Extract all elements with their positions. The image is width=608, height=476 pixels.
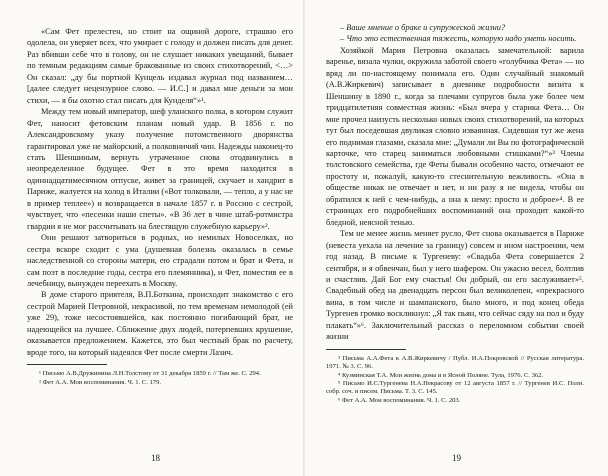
footnote-rule [326, 349, 406, 350]
right-footnotes [326, 355, 584, 405]
footnote: ⁶ Фет А.А. Мои воспоминания. Ч. 1. С. 203. [338, 396, 461, 404]
footnote-rule [27, 364, 107, 365]
paragraph: «Сам Фет прелестен, но стоит на ощиной дороге, страшно его одолела, он уверяет всех, что умирает с голоду и должен писать для денег. Раз вбивши себе что в голову, он не слушает никаких увещаний, бывает по темным редакциям самые бракованные из своих стихотворений, <…> Он сказал: „ду бы портной Кунцель издавал журнал под названием… [далее следует нецензурное слово. — И.С.] и давал мне деньги за мои стихи, — я бы охотно стал писать для Кунделя“»¹. [27, 27, 293, 105]
paragraph: Они решают затвориться в родных, но немилых Новоселках, но сестра вскоре сходит с ума (душевная болезнь оказалась в семье наследственной со стороны матери, ею страдали потом и брат и Фета, и сам поэт в последние годы, сестра его племянника), и Фет, поместив ее в лечебницу, вынужден переехать в Москву. [27, 233, 293, 288]
paragraph: Тем не менее жизнь меняет русло, Фет снова оказывается в Париже (невеста уехала на лечение за границу) совсем и ином настроении, чем год назад. В письме к Тургеневу: «Свадьба Фета совершается 2 сентября, и я обвенчан, был у него шафером. Он ужасно весел, болтлив и счастлив. Дай Бог ему счастья! Он добрый, он его заслуживает»⁵. Свадебный обед на двенадцать персон был великолепен, «прекрасного вина, в том числе и шампанского, было много, и под конец обеда Тургенев громко воскликнул: „Я так пьян, что сейчас сяду на пол и буду плакать“»⁶. Заключительный рассказ о переломном событии своей жизни [326, 229, 584, 342]
dialogue-line: – Ваше мнение о браке и супружеской жизни? [340, 23, 506, 32]
footnote: ² Фет А.А. Мои воспоминания. Ч. 1. С. 179. [39, 378, 162, 386]
paragraph: В доме старого приятеля, В.П.Боткина, происходит знакомство с его сестрой Марией Петровной, некрасивой, по тем временам немолодой (ей уже 29), тоже несостоявшейся, как постоянно погибающий брат, не надеющейся на лучшее. Сближение двух людей, потерпевших крушение, оказывается предложением. Кажется, это был честный брак по расчету, вроде того, на который надеялся Фет после смерти Лазич. [27, 290, 293, 357]
footnote: ⁴ Кузминская Т.А. Мои жизнь дома и в Ясной Поляне. Тула, 1976. С. 362. [338, 371, 544, 379]
dialogue-block [326, 22, 584, 45]
left-footnotes [27, 370, 293, 387]
page-number: 19 [452, 453, 461, 463]
right-body-text [326, 22, 584, 343]
footnote: ³ Письма А.А.Фета к А.В.Жиркевичу / Публ. И.А.Покровской // Русская литература. 1971. № 3. С. 96. [326, 354, 584, 371]
footnote: ⁵ Письмо И.С.Тургенева Н.А.Некрасову от 12 августа 1857 г. // Тургенев И.С. Полн. собр. соч. и писем. Письма. Т. 3. С. 145. [326, 379, 584, 396]
page-number: 18 [151, 453, 160, 463]
paragraph: Между тем новый император, шеф уланского полка, в котором служит Фет, наносит фетовским планам новый удар. В 1856 г. по Александровскому указу получение потомственного дворянства гарантировал уже не майорский, а полковничий чин. Надежды наконец-то стать Шеншиным, вернуть утраченное снова отодвинулись в неопределенное будущее. Фет в это время находится в одиннадцатимесячном отпуске, живет за границей, скучает и хандрит в Париже, жалуется на холод в Италии («Вот толковали, — тепло, а у нас не в пример теплее») и возвращается в начале 1857 г. в Россию с сестрой, чувствует, что «песенки наши спеты». «В 36 лет в чине штаб-ротмистра гвардии я не мог рассчитывать на блестящую служебную карьеру»². [27, 107, 293, 231]
paragraph: Хозяйкой Мария Петровна оказалась замечательной: варила варенье, вязала чулки, окружила заботой своего «голубчика Фета» — но вряд ли по-настоящему понимала его. Один случайный знакомый (А.В.Жиркевич) записывает в дневнике подробности визита к Шеншину в 1890 г., когда за плечами супругов была уже более чем тридцатилетняя совместная жизнь: «Был вчера у старика Фета… Он мне прочел наизусть несколько новых своих стихотворений, на которых тут был поседевшая двуликая словно изваянная. Сидевшая тут же жена его поднимая глазами, сказала мне: „Думали ли Вы по фотографической карточке, что старец заниматься любовными стишками?“»³ Члены толстовского семейства, где Феты бывали особенно часто, отмечают ее простоту и, пожалуй, какую-то стеснительную вежливость. «Она в обществе никак не отвечает и нет, и ни разу я не видела, чтобы он обратился к ней с чем-нибудь, а она к нему: просто и доброе»⁴. В ее страницах его подробнейших воспоминаний она проходит какой-то бледной, неясной тенью. [326, 45, 584, 227]
left-page [0, 0, 303, 476]
right-page [305, 0, 608, 476]
dialogue-line: – Что это естественная тяжесть, которую надо уметь носить. [340, 34, 577, 44]
footnote: ¹ Письмо А.В.Дружинина Л.Н.Толстому от 31 декабря 1859 г. // Там же. С. 294. [39, 370, 261, 378]
left-body-text [27, 26, 293, 358]
